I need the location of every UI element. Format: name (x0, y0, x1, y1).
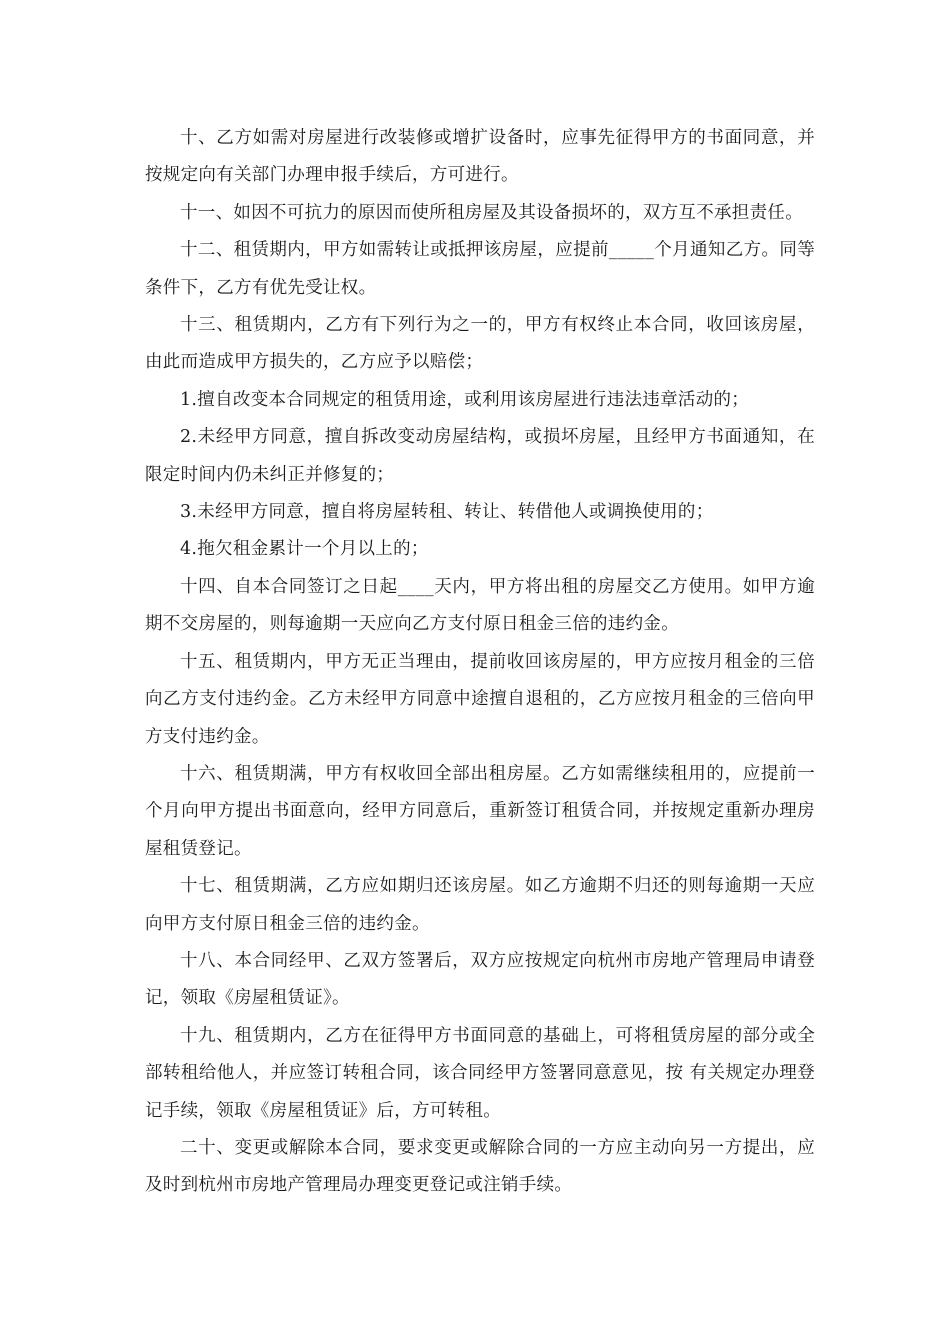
clause-12: 十二、租赁期内，甲方如需转让或抵押该房屋，应提前_____个月通知乙方。同等条件下，乙方有优先受让权。 (145, 240, 815, 298)
clause-18: 十八、本合同经甲、乙双方签署后，双方应按规定向杭州市房地产管理局申请登记，领取《房屋租赁证》。 (145, 950, 815, 1009)
clause-13-item-1: 1.擅自改变本合同规定的租赁用途，或利用该房屋进行违法违章活动的； (180, 389, 750, 410)
contract-body (145, 120, 815, 1205)
clause-19: 十九、租赁期内，乙方在征得甲方书面同意的基础上，可将租赁房屋的部分或全部转租给他人，并应签订转租合同，该合同经甲方签署同意意见，按 有关规定办理登记手续，领取《房屋租赁证》后，方可转租。 (145, 1025, 815, 1121)
clause-15: 十五、租赁期内，甲方无正当理由，提前收回该房屋的，甲方应按月租金的三倍向乙方支付违约金。乙方未经甲方同意中途擅自退租的，乙方应按月租金的三倍向甲方支付违约金。 (145, 651, 815, 747)
clause-17: 十七、租赁期满，乙方应如期归还该房屋。如乙方逾期不归还的则每逾期一天应向甲方支付原日租金三倍的违约金。 (145, 876, 815, 934)
clause-13-item-2: 2.未经甲方同意，擅自拆改变动房屋结构，或损坏房屋，且经甲方书面通知，在限定时间内仍未纠正并修复的； (145, 427, 815, 485)
clause-13-item-4: 4.拖欠租金累计一个月以上的； (180, 539, 429, 560)
clause-14: 十四、自本合同签订之日起____天内，甲方将出租的房屋交乙方使用。如甲方逾期不交房屋的，则每逾期一天应向乙方支付原日租金三倍的违约金。 (145, 576, 815, 635)
clause-20: 二十、变更或解除本合同，要求变更或解除合同的一方应主动向另一方提出，应及时到杭州市房地产管理局办理变更登记或注销手续。 (145, 1137, 815, 1196)
clause-16: 十六、租赁期满，甲方有权收回全部出租房屋。乙方如需继续租用的，应提前一个月向甲方提出书面意向，经甲方同意后，重新签订租赁合同，并按规定重新办理房屋租赁登记。 (145, 763, 815, 859)
clause-13-item-3: 3.未经甲方同意，擅自将房屋转租、转让、转借他人或调换使用的； (180, 502, 714, 523)
clause-11: 十一、如因不可抗力的原因而使所租房屋及其设备损坏的，双方互不承担责任。 (180, 202, 803, 223)
clause-10: 十、乙方如需对房屋进行改装修或增扩设备时，应事先征得甲方的书面同意，并按规定向有关部门办理申报手续后，方可进行。 (145, 128, 815, 186)
clause-13: 十三、租赁期内，乙方有下列行为之一的，甲方有权终止本合同，收回该房屋，由此而造成甲方损失的，乙方应予以赔偿； (145, 315, 815, 373)
